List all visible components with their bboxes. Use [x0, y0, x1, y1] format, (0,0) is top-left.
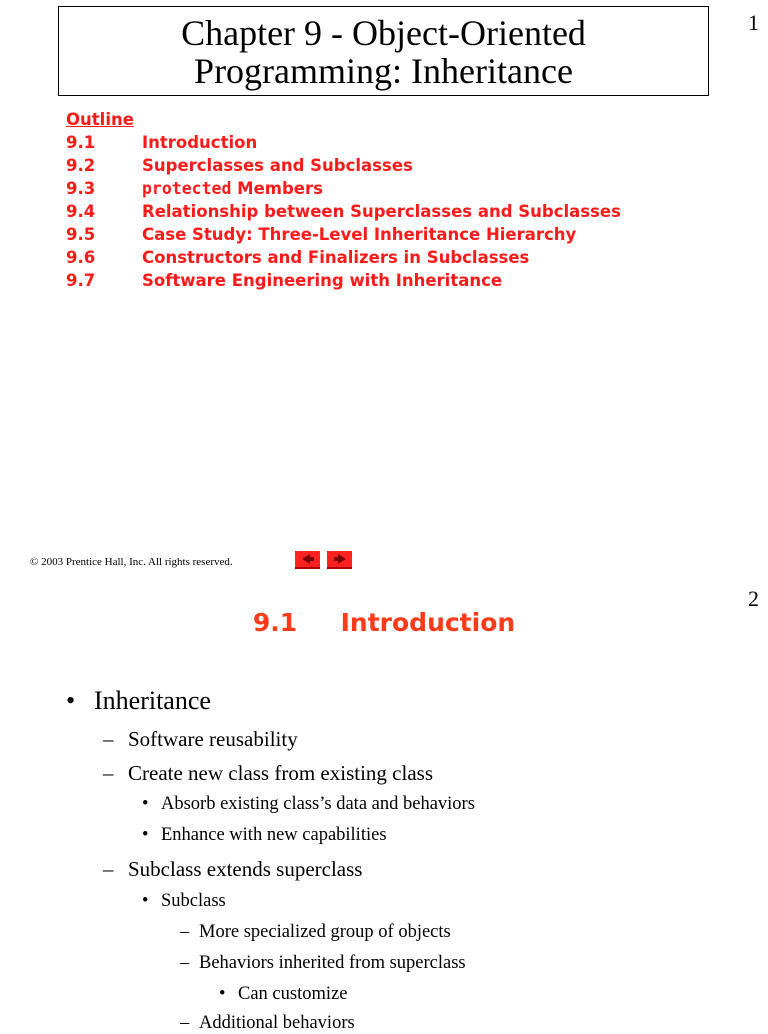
- outline-item-number: 9.3: [66, 179, 96, 198]
- bullet-item: [180, 953, 466, 974]
- bullet-text: Additional behaviors: [199, 1013, 355, 1033]
- bullet-item: [103, 761, 433, 786]
- outline-item-number: 9.1: [66, 133, 96, 152]
- bullet-text: Software reusability: [128, 727, 298, 751]
- outline-item-label: Introduction: [142, 133, 258, 152]
- bullet-text: Inheritance: [94, 686, 211, 715]
- outline-item-number: 9.2: [66, 156, 96, 175]
- bullet-text: Subclass: [161, 891, 226, 911]
- outline-item-label: Members: [231, 179, 323, 198]
- chapter-title-box: [58, 6, 709, 96]
- bullet-item: [219, 984, 347, 1005]
- dash-bullet-icon: –: [103, 761, 114, 785]
- copyright-footer: © 2003 Prentice Hall, Inc. All rights reserved.: [30, 556, 233, 568]
- bullet-item: [66, 686, 211, 716]
- previous-slide-button[interactable]: [295, 551, 320, 569]
- outline-header[interactable]: Outline: [66, 110, 134, 129]
- outline: [66, 108, 621, 292]
- dash-bullet-icon: –: [103, 727, 114, 751]
- chapter-title-line-2: Programming: Inheritance: [194, 51, 573, 91]
- dash-bullet-icon: –: [180, 953, 190, 973]
- bullet-dot-icon: •: [66, 686, 76, 715]
- outline-item[interactable]: [66, 246, 621, 269]
- dash-bullet-icon: –: [103, 857, 114, 881]
- outline-item-code-keyword: protected: [142, 179, 232, 198]
- bullet-text: Subclass extends superclass: [128, 857, 363, 881]
- bullet-item: [142, 891, 226, 912]
- chapter-title-line-1: Chapter 9 - Object-Oriented: [181, 13, 586, 53]
- bullet-dot-icon: •: [142, 825, 149, 845]
- outline-item-label: Case Study: Three-Level Inheritance Hierarchy: [142, 225, 577, 244]
- outline-item-number: 9.7: [66, 271, 96, 290]
- outline-item-number: 9.5: [66, 225, 96, 244]
- section-title: 9.1 Introduction: [252, 608, 516, 637]
- bullet-text: Behaviors inherited from superclass: [199, 953, 466, 973]
- next-slide-button[interactable]: [327, 551, 352, 569]
- next-arrow-icon: [333, 554, 347, 564]
- bullet-item: [103, 727, 298, 752]
- outline-item-label: Constructors and Finalizers in Subclasses: [142, 248, 530, 267]
- bullet-text: Create new class from existing class: [128, 761, 433, 785]
- page-number-2: 2: [748, 586, 759, 611]
- bullet-item: [103, 857, 362, 882]
- bullet-item: [142, 825, 387, 846]
- bullet-dot-icon: •: [142, 891, 149, 911]
- outline-item[interactable]: [66, 223, 621, 246]
- bullet-dot-icon: •: [219, 984, 226, 1004]
- bullet-item: [180, 922, 451, 943]
- page-number-1: 1: [748, 10, 759, 35]
- outline-item-number: 9.6: [66, 248, 96, 267]
- outline-item[interactable]: [66, 200, 621, 223]
- outline-item-label: Superclasses and Subclasses: [142, 156, 413, 175]
- outline-item[interactable]: [66, 154, 621, 177]
- outline-item[interactable]: [66, 177, 621, 200]
- bullet-item: [142, 794, 475, 815]
- bullet-dot-icon: •: [142, 794, 149, 814]
- dash-bullet-icon: –: [180, 1013, 190, 1033]
- outline-item[interactable]: [66, 269, 621, 292]
- previous-arrow-icon: [301, 554, 315, 564]
- outline-item-label: Relationship between Superclasses and Subclasses: [142, 202, 621, 221]
- outline-item-number: 9.4: [66, 202, 96, 221]
- bullet-text: Enhance with new capabilities: [161, 825, 387, 845]
- bullet-text: More specialized group of objects: [199, 922, 451, 942]
- outline-item-label: Software Engineering with Inheritance: [142, 271, 503, 290]
- dash-bullet-icon: –: [180, 922, 190, 942]
- outline-item[interactable]: [66, 131, 621, 154]
- bullet-text: Absorb existing class’s data and behaviors: [161, 794, 475, 814]
- bullet-text: Can customize: [238, 984, 348, 1004]
